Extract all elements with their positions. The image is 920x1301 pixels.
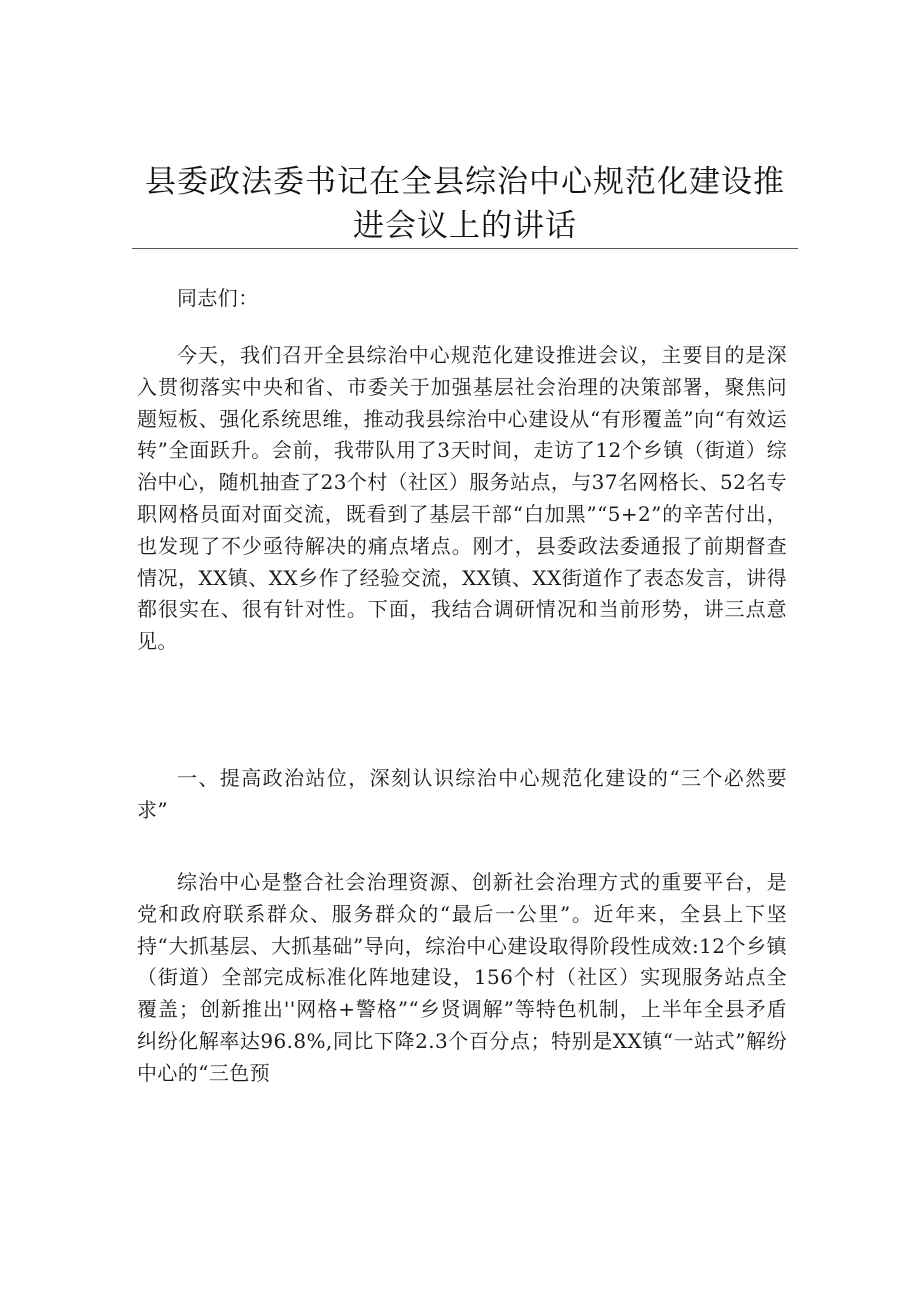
title-underline <box>132 248 798 249</box>
paragraph-intro: 今天，我们召开全县综治中心规范化建设推进会议，主要目的是深入贯彻落实中央和省、市委关于加强基层社会治理的决策部署，聚焦问题短板、强化系统思维，推动我县综治中心建设从“有形覆盖”向“有效运转”全面跃升。会前，我带队用了3天时间，走访了12个乡镇（街道）综治中心，随机抽查了23个村（社区）服务站点，与37名网格长、52名专职网格员面对面交流，既看到了基层干部“白加黑”“5+2”的辛苦付出，也发现了不少亟待解决的痛点堵点。刚才，县委政法委通报了前期督查情况，XX镇、XX乡作了经验交流，XX镇、XX街道作了表态发言，讲得都很实在、很有针对性。下面，我结合调研情况和当前形势，讲三点意见。 <box>137 343 787 654</box>
greeting: 同志们： <box>177 286 259 310</box>
section-heading-1: 一、提高政治站位，深刻认识综治中心规范化建设的“三个必然要求” <box>137 766 787 822</box>
document-title: 县委政法委书记在全县综治中心规范化建设推进会议上的讲话 <box>145 164 785 244</box>
paragraph-section-1: 综治中心是整合社会治理资源、创新社会治理方式的重要平台，是党和政府联系群众、服务群众的“最后一公里”。近年来，全县上下坚持“大抓基层、大抓基础”导向，综治中心建设取得阶段性成效:12个乡镇（街道）全部完成标准化阵地建设，156个村（社区）实现服务站点全覆盖；创新推出''网格+警格”“乡贤调解”等特色机制，上半年全县矛盾纠纷化解率达96.8%,同比下降2.3个百分点；特别是XX镇“一站式”解纷中心的“三色预 <box>137 870 787 1085</box>
